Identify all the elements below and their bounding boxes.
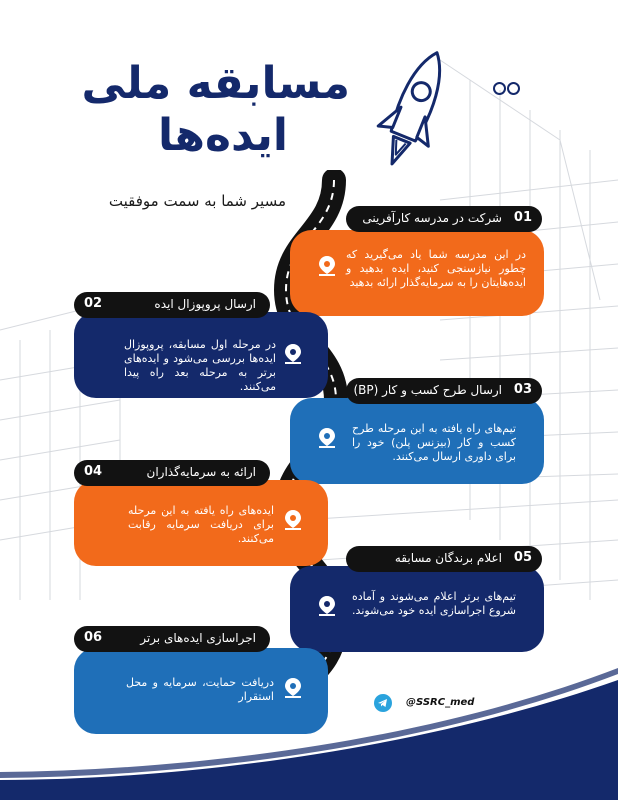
step-tag-04	[74, 460, 270, 486]
location-pin-icon	[282, 676, 304, 700]
step-tag-01	[346, 206, 542, 232]
telegram-icon[interactable]	[374, 694, 392, 712]
step-text-02: در مرحله اول مسابقه، پروپوزال ایده‌ها بررسی می‌شود و ایده‌های برتر به مرحله بعد راه پیدا می‌کنند.	[124, 338, 276, 393]
page-title-line2: ایده‌ها	[157, 110, 288, 161]
step-number-02: 02	[84, 296, 103, 311]
step-number-06: 06	[84, 630, 103, 645]
step-label-02: ارسال پروپوزال ایده	[154, 297, 256, 311]
step-number-05: 05	[513, 550, 532, 565]
step-text-03: تیم‌های راه یافته به این مرحله طرح کسب و کار (بیزنس پلن) خود را برای داوری ارسال می‌کنند.	[352, 422, 516, 463]
step-tag-02	[74, 292, 270, 318]
location-pin-icon	[316, 426, 338, 450]
step-tag-03	[346, 378, 542, 404]
step-label-01: شرکت در مدرسه کارآفرینی	[362, 211, 502, 225]
social-handle[interactable]: @SSRC_med	[406, 697, 475, 708]
page-title-line1: مسابقه ملی	[81, 58, 350, 109]
step-text-06: دریافت حمایت، سرمایه و محل استقرار	[126, 676, 274, 703]
location-pin-icon	[282, 342, 304, 366]
step-number-01: 01	[513, 210, 532, 225]
step-text-04: ایده‌های راه یافته به این مرحله برای دریافت سرمایه رقابت می‌کنند.	[128, 504, 274, 545]
step-text-05: تیم‌های برتر اعلام می‌شوند و آماده شروع اجراسازی ایده خود می‌شوند.	[352, 590, 516, 617]
step-label-03: ارسال طرح کسب و کار (BP)	[353, 383, 502, 397]
step-number-04: 04	[84, 464, 103, 479]
location-pin-icon	[282, 508, 304, 532]
location-pin-icon	[316, 594, 338, 618]
step-number-03: 03	[513, 382, 532, 397]
step-label-05: اعلام برندگان مسابقه	[394, 551, 502, 565]
location-pin-icon	[316, 254, 338, 278]
step-text-01: در این مدرسه شما یاد می‌گیرید که چطور نیازسنجی کنید، ایده بدهید و ایده‌هایتان را به سرمایه‌گذار ارائه بدهید	[346, 248, 526, 289]
step-tag-05	[346, 546, 542, 572]
step-label-04: ارائه به سرمایه‌گذاران	[146, 465, 256, 479]
subtitle: مسیر شما به سمت موفقیت	[108, 192, 286, 210]
rocket-icon	[368, 42, 458, 182]
step-label-06: اجراسازی ایده‌های برتر	[140, 631, 256, 645]
decor-dots	[493, 82, 523, 94]
step-tag-06	[74, 626, 270, 652]
